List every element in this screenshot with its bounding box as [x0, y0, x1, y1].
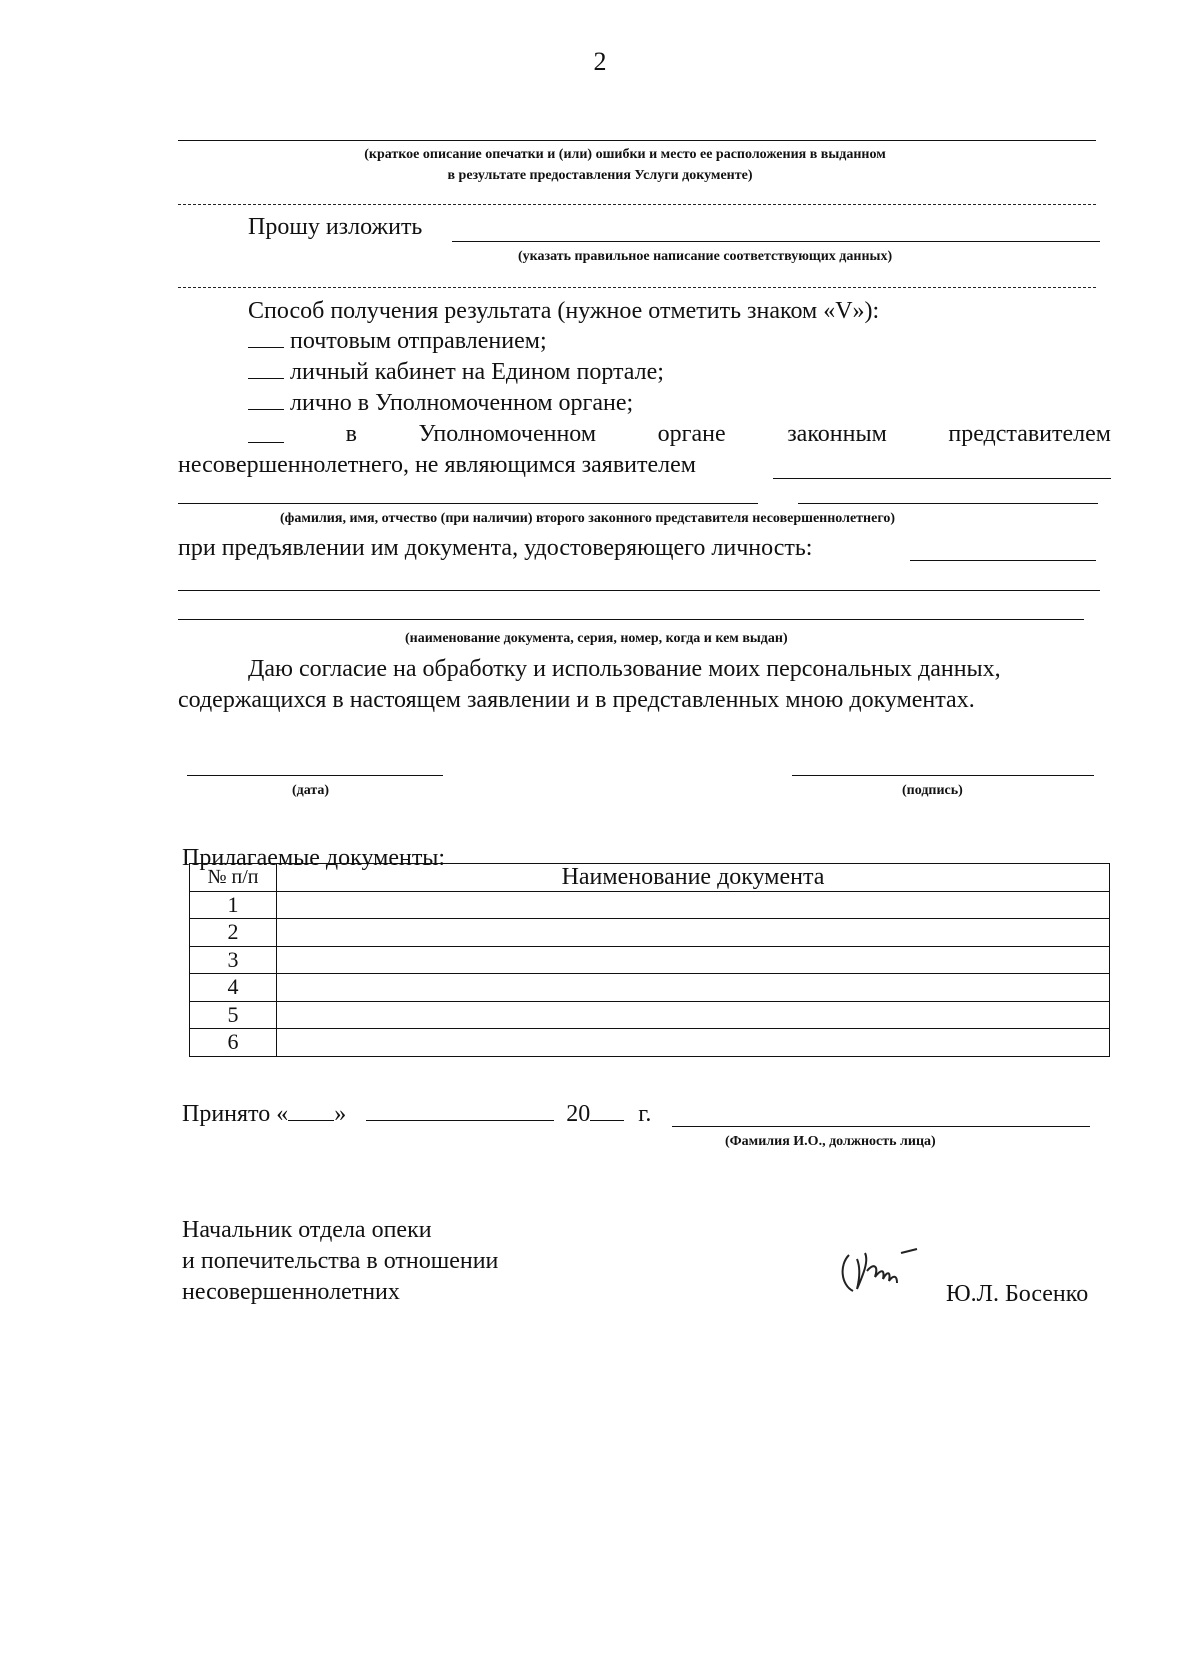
option-portal-checkbox[interactable] [248, 378, 284, 379]
option4-line2: несовершеннолетнего, не являющимся заявителем [178, 452, 696, 478]
option-mail[interactable] [248, 327, 547, 355]
page-number: 2 [593, 47, 607, 76]
row-number: 6 [190, 1029, 277, 1057]
option4-word-2: Уполномоченном [418, 421, 597, 447]
accepted-month-field[interactable] [366, 1120, 554, 1121]
accepted-label: Принято « [182, 1101, 289, 1127]
caption-official: (Фамилия И.О., должность лица) [725, 1134, 936, 1149]
header-number: № п/п [190, 864, 277, 892]
row-number: 3 [190, 946, 277, 974]
accepted-day-field[interactable] [288, 1120, 334, 1121]
position-line1: Начальник отдела опеки [182, 1217, 432, 1243]
position-line2: и попечительства в отношении [182, 1248, 499, 1274]
option-mail-label: почтовым отправлением; [290, 328, 547, 354]
row-document-cell[interactable] [277, 946, 1110, 974]
row-number: 1 [190, 891, 277, 919]
row-document-cell[interactable] [277, 919, 1110, 947]
position-line3: несовершеннолетних [182, 1279, 400, 1305]
signature-mark-icon [835, 1245, 925, 1305]
caption-error-line1: (краткое описание опечатки и (или) ошибки и место ее расположения в выданном [364, 147, 886, 162]
option-portal-label: личный кабинет на Едином портале; [290, 359, 664, 385]
signature-line[interactable] [792, 775, 1094, 776]
identity-line-3[interactable] [178, 619, 1084, 620]
identity-line-2[interactable] [178, 590, 1100, 591]
method-title: Способ получения результата (нужное отметить знаком «V»): [248, 298, 880, 324]
table-row[interactable] [190, 1029, 1110, 1057]
option-in-person-checkbox[interactable] [248, 409, 284, 410]
representative-name-line-a[interactable] [178, 503, 758, 504]
identity-label: при предъявлении им документа, удостоверяющего личность: [178, 535, 813, 561]
option-in-person-label: лично в Уполномоченном органе; [290, 390, 634, 416]
option-in-person[interactable] [248, 389, 633, 417]
option4-word-1: в [345, 421, 357, 447]
option4-word-3: органе [657, 421, 726, 447]
caption-document: (наименование документа, серия, номер, когда и кем выдан) [405, 631, 788, 646]
error-description-line [178, 140, 1096, 141]
option-representative[interactable] [248, 420, 1111, 448]
documents-table [189, 863, 1110, 1057]
attached-title: Прилагаемые документы: [182, 845, 446, 871]
error-description-line-2 [178, 204, 1096, 205]
signatory-name: Ю.Л. Босенко [946, 1281, 1089, 1307]
date-line[interactable] [187, 775, 443, 776]
row-document-cell[interactable] [277, 1029, 1110, 1057]
caption-date: (дата) [292, 783, 330, 798]
caption-error-line2: в результате предоставления Услуги документе) [447, 168, 753, 183]
correct-text-line[interactable] [178, 287, 1096, 288]
table-row[interactable] [190, 946, 1110, 974]
accepted-close-quote: » [334, 1101, 347, 1127]
row-number: 5 [190, 1001, 277, 1029]
accepted-year-prefix: 20 [566, 1101, 591, 1127]
caption-correct: (указать правильное написание соответствующих данных) [518, 249, 893, 264]
accepted-official-line[interactable] [672, 1126, 1090, 1127]
table-row[interactable] [190, 891, 1110, 919]
table-row[interactable] [190, 1001, 1110, 1029]
row-number: 2 [190, 919, 277, 947]
non-applicant-input-line[interactable] [773, 478, 1111, 479]
table-row[interactable] [190, 974, 1110, 1002]
option-representative-checkbox[interactable] [248, 420, 284, 443]
table-row[interactable] [190, 919, 1110, 947]
caption-representative: (фамилия, имя, отчество (при наличии) второго законного представителя несовершеннолетнего) [280, 511, 896, 526]
accepted-year-field[interactable] [590, 1120, 624, 1121]
header-document-name: Наименование документа [277, 864, 1110, 892]
representative-name-line-b[interactable] [798, 503, 1098, 504]
row-number: 4 [190, 974, 277, 1002]
table-header-row [190, 864, 1110, 892]
row-document-cell[interactable] [277, 891, 1110, 919]
caption-signature: (подпись) [902, 783, 963, 798]
identity-input-line[interactable] [910, 560, 1096, 561]
accepted-row [182, 1100, 651, 1128]
consent-line1: Даю согласие на обработку и использование моих персональных данных, [248, 656, 1001, 682]
accepted-year-suffix: г. [638, 1101, 652, 1127]
consent-line2: содержащихся в настоящем заявлении и в представленных мною документах. [178, 687, 975, 713]
request-input-line[interactable] [452, 241, 1100, 242]
option-portal[interactable] [248, 358, 664, 386]
row-document-cell[interactable] [277, 1001, 1110, 1029]
option4-word-4: законным [787, 421, 887, 447]
row-document-cell[interactable] [277, 974, 1110, 1002]
option-mail-checkbox[interactable] [248, 347, 284, 348]
request-label: Прошу изложить [248, 214, 423, 240]
option4-word-5: представителем [948, 421, 1111, 447]
